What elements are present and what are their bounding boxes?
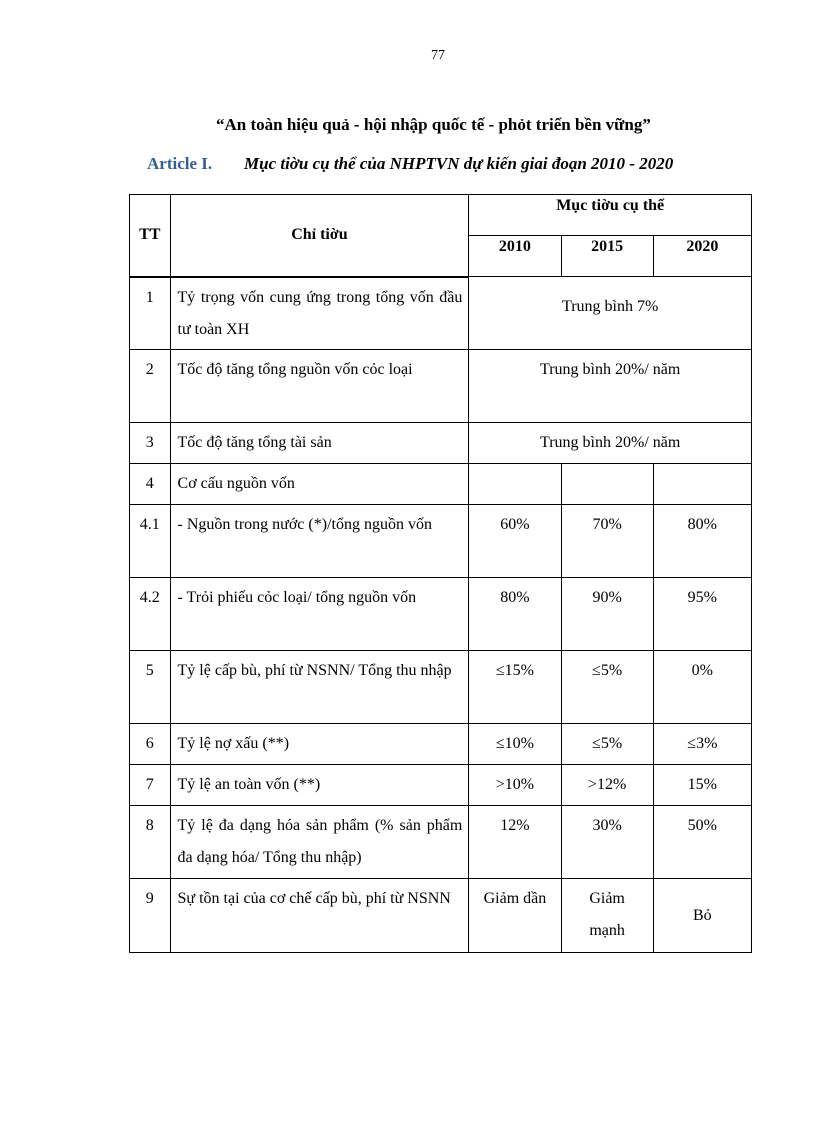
row-value-2020: 15% — [653, 765, 751, 806]
row-criteria: Tỷ lệ cấp bù, phí từ NSNN/ Tổng thu nhập — [170, 651, 469, 724]
table-row — [130, 350, 752, 423]
table-row — [130, 724, 752, 765]
table-row — [130, 651, 752, 724]
row-criteria: Sự tồn tại của cơ chế cấp bù, phí từ NSNN — [170, 879, 469, 953]
row-criteria: - Nguồn trong nước (*)/tổng nguồn vốn — [170, 505, 469, 578]
row-number: 4.2 — [130, 578, 171, 651]
section-heading — [147, 154, 673, 174]
header-criteria: Chỉ tiờu — [170, 195, 469, 277]
row-number: 8 — [130, 806, 171, 879]
row-merged-value: Trung bình 20%/ năm — [469, 350, 752, 423]
row-value-2015: 30% — [561, 806, 653, 879]
row-criteria: Tốc độ tăng tổng nguồn vốn cỏc loại — [170, 350, 469, 423]
row-criteria: Tỷ lệ nợ xấu (**) — [170, 724, 469, 765]
row-number: 2 — [130, 350, 171, 423]
row-value-2020: 0% — [653, 651, 751, 724]
row-value-2015: 70% — [561, 505, 653, 578]
table-row — [130, 765, 752, 806]
row-value-2020 — [653, 464, 751, 505]
row-criteria: - Trỏi phiếu cỏc loại/ tổng nguồn vốn — [170, 578, 469, 651]
row-value-2020: 95% — [653, 578, 751, 651]
row-value-2010: 80% — [469, 578, 561, 651]
header-year-2010: 2010 — [469, 236, 561, 277]
table-row — [130, 578, 752, 651]
row-merged-value: Trung bình 7% — [469, 277, 752, 350]
header-year-2020: 2020 — [653, 236, 751, 277]
row-value-2010: Giảm dần — [469, 879, 561, 953]
table-row — [130, 423, 752, 464]
row-merged-value: Trung bình 20%/ năm — [469, 423, 752, 464]
table-row — [130, 806, 752, 879]
header-tt: TT — [130, 195, 171, 277]
row-number: 4 — [130, 464, 171, 505]
row-value-2010: 60% — [469, 505, 561, 578]
row-value-2010: 12% — [469, 806, 561, 879]
row-number: 4.1 — [130, 505, 171, 578]
row-criteria: Tỷ trọng vốn cung ứng trong tổng vốn đầu tư toàn XH — [170, 277, 469, 350]
page-number: 77 — [431, 48, 445, 63]
row-value-2010: >10% — [469, 765, 561, 806]
header-year-2015: 2015 — [561, 236, 653, 277]
row-value-2015 — [561, 464, 653, 505]
header-group: Mục tiờu cụ thể — [469, 195, 752, 236]
heading-title: Mục tiờu cụ thể của NHPTVN dự kiến giai đoạn 2010 - 2020 — [244, 154, 674, 173]
row-criteria: Tỷ lệ an toàn vốn (**) — [170, 765, 469, 806]
row-value-2015: Giảm mạnh — [561, 879, 653, 953]
row-value-2010: ≤15% — [469, 651, 561, 724]
row-value-2015: ≤5% — [561, 651, 653, 724]
targets-table — [129, 194, 752, 953]
row-number: 5 — [130, 651, 171, 724]
slogan: “An toàn hiệu quả - hội nhập quốc tế - phỏt triển bền vững” — [216, 115, 651, 134]
row-number: 6 — [130, 724, 171, 765]
table-row — [130, 277, 752, 350]
table-row — [130, 879, 752, 953]
row-criteria: Cơ cấu nguồn vốn — [170, 464, 469, 505]
row-criteria: Tốc độ tăng tổng tài sản — [170, 423, 469, 464]
row-value-2010: ≤10% — [469, 724, 561, 765]
header-row-1 — [130, 195, 752, 236]
row-value-2020: Bỏ — [653, 879, 751, 953]
table-row — [130, 464, 752, 505]
row-value-2020: 50% — [653, 806, 751, 879]
row-value-2020: ≤3% — [653, 724, 751, 765]
row-value-2010 — [469, 464, 561, 505]
row-value-2015: 90% — [561, 578, 653, 651]
table-row — [130, 505, 752, 578]
row-value-2015: ≤5% — [561, 724, 653, 765]
row-criteria: Tỷ lệ đa dạng hóa sản phẩm (% sản phẩm đa dạng hóa/ Tổng thu nhập) — [170, 806, 469, 879]
row-number: 1 — [130, 277, 171, 350]
article-label: Article I. — [147, 154, 213, 173]
row-number: 9 — [130, 879, 171, 953]
row-number: 7 — [130, 765, 171, 806]
row-value-2020: 80% — [653, 505, 751, 578]
row-value-2015: >12% — [561, 765, 653, 806]
row-number: 3 — [130, 423, 171, 464]
